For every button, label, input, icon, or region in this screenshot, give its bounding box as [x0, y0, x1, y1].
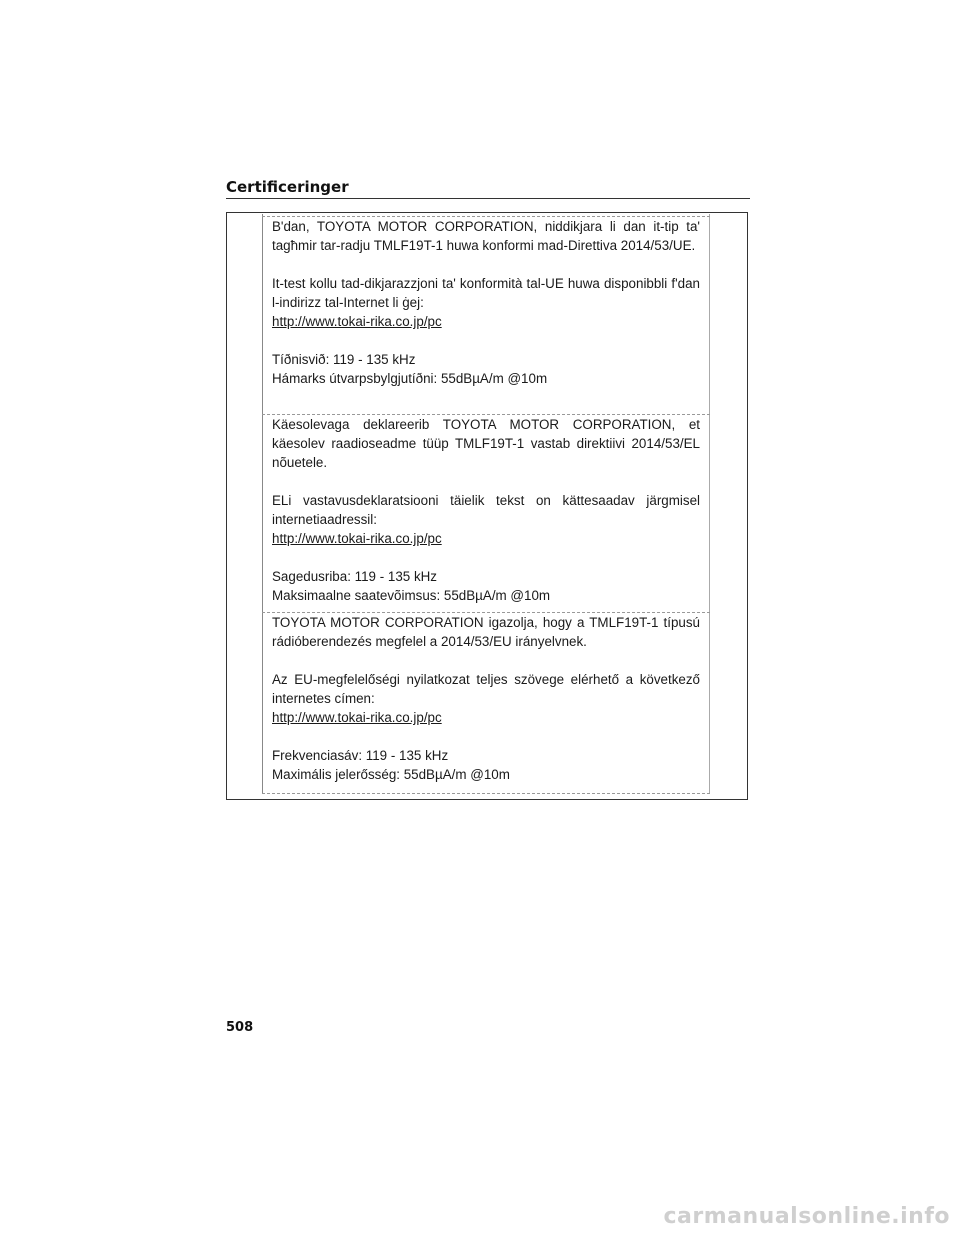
- declaration-link[interactable]: http://www.tokai-rika.co.jp/pc: [272, 710, 442, 725]
- specifications: [272, 567, 700, 605]
- declaration-link[interactable]: http://www.tokai-rika.co.jp/pc: [272, 314, 442, 329]
- availability-text: [272, 491, 700, 548]
- declaration-maltese: [262, 216, 710, 414]
- availability-sentence: It-test kollu tad-dikjarazzjoni ta' konformità tal-UE huwa disponibbli f'dan l-indirizz tal-Internet li ġej:: [272, 276, 700, 310]
- specifications: [272, 350, 700, 388]
- specifications: [272, 746, 700, 784]
- availability-text: [272, 274, 700, 331]
- heading-divider: [226, 198, 750, 199]
- max-power: Hámarks útvarpsbylgjutíðni: 55dBµA/m @10m: [272, 371, 548, 386]
- declaration-text: B'dan, TOYOTA MOTOR CORPORATION, niddikjara li dan it-tip ta' tagħmir tar-radju TMLF19T-1 huwa konformi mad-Direttiva 2014/53/UE.: [272, 219, 700, 253]
- declaration-estonian: [262, 414, 710, 612]
- availability-sentence: ELi vastavusdeklaratsiooni täielik tekst on kättesaadav järgmisel internetiaadressil:: [272, 493, 700, 527]
- declaration-hungarian: [262, 612, 710, 794]
- availability-text: [272, 670, 700, 727]
- frequency-band: Tíðnisvið: 119 - 135 kHz: [272, 352, 416, 367]
- declaration-text: Käesolevaga deklareerib TOYOTA MOTOR CORPORATION, et käesolev raadioseadme tüüp TMLF19T-1 vastab direktiivi 2014/53/EL nõuetele.: [272, 417, 700, 470]
- declaration-text: TOYOTA MOTOR CORPORATION igazolja, hogy a TMLF19T-1 típusú rádióberendezés megfelel a 2014/53/EU irányelvnek.: [272, 615, 700, 649]
- page-number: 508: [226, 1020, 254, 1035]
- availability-sentence: Az EU-megfelelőségi nyilatkozat teljes szövege elérhető a következő internetes címen:: [272, 672, 700, 706]
- declaration-link[interactable]: http://www.tokai-rika.co.jp/pc: [272, 531, 442, 546]
- max-power: Maksimaalne saatevõimsus: 55dBµA/m @10m: [272, 588, 551, 603]
- frequency-band: Frekvenciasáv: 119 - 135 kHz: [272, 748, 449, 763]
- page-title: Certificeringer: [226, 178, 349, 196]
- frequency-band: Sagedusriba: 119 - 135 kHz: [272, 569, 438, 584]
- max-power: Maximális jelerősség: 55dBµA/m @10m: [272, 767, 510, 782]
- site-watermark: carmanualsonline.info: [663, 1204, 950, 1229]
